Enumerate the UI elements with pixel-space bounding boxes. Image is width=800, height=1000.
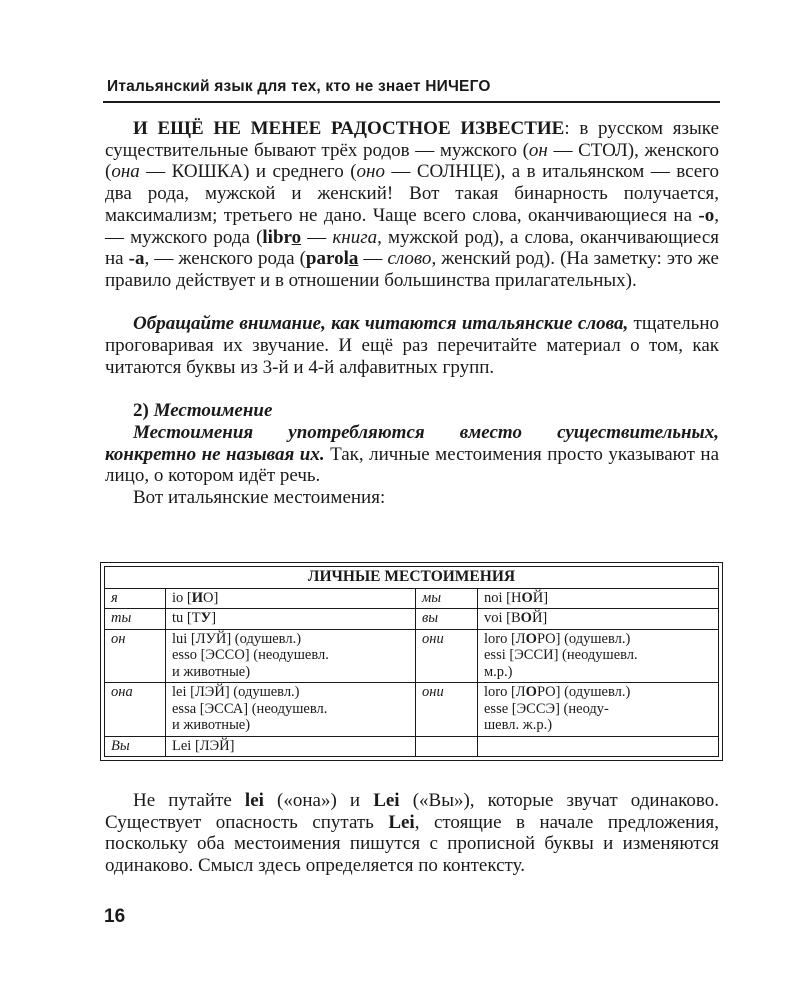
paragraph-genders: И ЕЩЁ НЕ МЕНЕЕ РАДОСТНОЕ ИЗВЕСТИЕ: в русском языке существительные бывают трёх родов — мужского (он — СТОЛ), женского (она — КОШКА) и среднего (оно — СОЛНЦЕ), а в итальянском — всего два рода, мужской и женский! Вот такая бинарность получается, максимализм; третьего не дано. Чаще всего слова, оканчивающиеся на -o, — мужского рода (libro — книга, мужской род), а слова, оканчивающиеся на -a, — женского рода (parola — слово, женский род). (На заметку: это же правило действует и в отношении большинства прилагательных). [105,118,720,291]
paragraph-pronouns-intro: Вот итальянские местоимения: [133,486,386,508]
table-row [105,588,719,609]
table-cell: voi [ВОЙ] [478,609,719,630]
table-cell [416,736,478,757]
table-cell: noi [НОЙ] [478,588,719,609]
table-cell: они [416,683,478,737]
example-word-libro: libro [262,226,302,248]
paragraph-lei-warning: Не путайте lei («она») и Lei («Вы»), которые звучат одинаково. Существует опасность спутать Lei, стоящие в начале предложения, поскольку оба местоимения пишутся с прописной буквы и изменяются одинаково. Смысл здесь определяется по контексту. [105,790,719,877]
table-cell: loro [ЛОРО] (одушевл.) essi [ЭССИ] (неодушевл. м.р.) [478,629,719,683]
bottom-text [105,790,719,877]
table-cell: io [ИО] [166,588,416,609]
table-cell: он [105,629,166,683]
table-cell: вы [416,609,478,630]
paragraph-reading-tip: Обращайте внимание, как читаются итальянские слова, тщательно проговаривая их звучание. И ещё раз перечитайте материал о том, как читаются буквы из 3-й и 4-й алфавитных групп. [105,313,719,378]
table-cell: ты [105,609,166,630]
table-row [105,609,719,630]
running-header: Итальянский язык для тех, кто не знает НИЧЕГО [107,78,491,95]
table-cell: Вы [105,736,166,757]
table-row [105,683,719,737]
paragraph-pronouns-definition: Местоимения употребляются вместо существительных, конкретно не называя их. Так, личные местоимения просто указывают на лицо, о котором идёт речь. [105,421,719,487]
table-caption-row [105,567,719,589]
paragraph-lead: И ЕЩЁ НЕ МЕНЕЕ РАДОСТНОЕ ИЗВЕСТИЕ [133,118,565,139]
table-cell: tu [ТУ] [166,609,416,630]
table-cell: lei [ЛЭЙ] (одушевл.) essa [ЭССА] (неодушевл. и животные) [166,683,416,737]
table-cell: Lei [ЛЭЙ] [166,736,416,757]
table-cell [478,736,719,757]
example-word-parola: parola [305,248,359,270]
section-heading: 2) Местоимение [133,400,273,422]
header-rule [103,101,720,103]
table-row [105,736,719,757]
table-cell: мы [416,588,478,609]
page-number: 16 [104,906,126,927]
table-cell: lui [ЛУЙ] (одушевл.) esso [ЭССО] (неодушевл. и животные) [166,629,416,683]
pronouns-table [104,566,719,757]
main-text [105,118,719,509]
table-cell: они [416,629,478,683]
table-cell: я [105,588,166,609]
table-caption: ЛИЧНЫЕ МЕСТОИМЕНИЯ [105,567,719,589]
table-cell: loro [ЛОРО] (одушевл.) esse [ЭССЭ] (неоду- шевл. ж.р.) [478,683,719,737]
table-row [105,629,719,683]
table-cell: она [105,683,166,737]
